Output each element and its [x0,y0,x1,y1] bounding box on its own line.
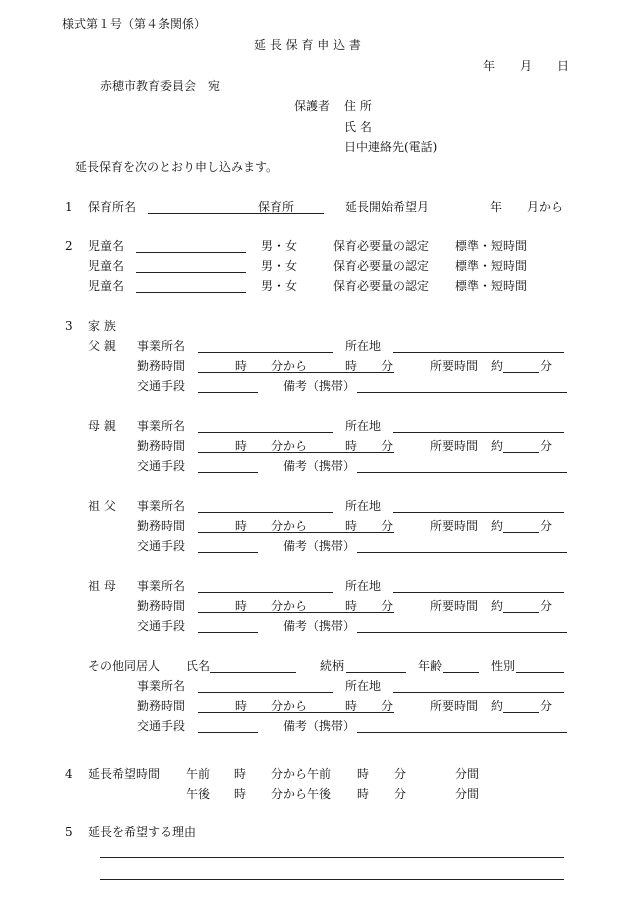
section2-number: 2 [65,239,73,253]
end-min-unit: 分 [394,787,407,801]
other-hour-unit: 時 [235,699,248,713]
start-period: 午後 [186,787,211,801]
father-location-label: 所在地 [345,339,382,353]
other-remarks-label: 備考（携帯） [283,719,356,733]
grandfather-travel-min-unit: 分 [540,519,553,533]
nursery-name-label: 保育所名 [88,200,137,214]
other-age-label: 年齢 [418,659,443,673]
intro-text: 延長保育を次のとおり申し込みます。 [75,160,279,174]
extension-time-label: 延長希望時間 [88,767,161,781]
other-travel-time-field[interactable] [503,712,539,713]
nursery-name-field[interactable] [148,213,324,214]
end-period: 午後 [307,787,332,801]
daytime-contact-label: 日中連絡先(電話) [344,140,438,154]
other-min-from-unit: 分から [271,699,308,713]
father-end-hour-unit: 時 [345,359,358,373]
mother-workplace-field[interactable] [198,432,333,433]
address-label: 住 所 [344,99,372,113]
reason-label: 延長を希望する理由 [88,825,197,839]
father-approx-label: 約 [491,359,504,373]
grandmother-location-field[interactable] [393,592,564,593]
family-relation-father: 父 親 [88,339,116,353]
mother-approx-label: 約 [491,439,504,453]
guardian-label: 保護者 [294,99,331,113]
grandmother-travel-time-field[interactable] [503,612,539,613]
other-age-field[interactable] [443,672,479,673]
other-end-hour-unit: 時 [345,699,358,713]
care-certification-label: 保育必要量の認定 [333,279,430,293]
mother-workplace-label: 事業所名 [137,419,186,433]
mother-hour-unit: 時 [235,439,248,453]
grandmother-transport-field[interactable] [198,632,258,633]
mother-transport-field[interactable] [198,472,258,473]
other-cohabitant-label: その他同居人 [88,659,161,673]
end-hour-unit: 時 [357,787,370,801]
mother-location-field[interactable] [393,432,564,433]
grandmother-end-min-unit: 分 [381,599,394,613]
grandfather-travel-time-label: 所要時間 [430,519,479,533]
end-period: 午前 [307,767,332,781]
care-certification-label: 保育必要量の認定 [333,239,430,253]
start-month-unit: 月から [527,200,564,214]
mother-remarks-field[interactable] [357,472,567,473]
other-approx-label: 約 [491,699,504,713]
section3-number: 3 [65,319,73,333]
grandmother-transport-label: 交通手段 [137,619,186,633]
section1-number: 1 [65,200,73,214]
certification-options: 標準・短時間 [455,279,528,293]
child-name-label: 児童名 [88,279,125,293]
other-end-min-unit: 分 [381,699,394,713]
mother-work-hours-label: 勤務時間 [137,439,186,453]
grandfather-location-label: 所在地 [345,499,382,513]
grandfather-workplace-field[interactable] [198,512,333,513]
start-min-from: 分から [271,787,308,801]
mother-travel-time-label: 所要時間 [430,439,479,453]
duration-unit: 分間 [455,787,480,801]
start-year-unit: 年 [490,200,503,214]
father-travel-min-unit: 分 [540,359,553,373]
date-month-label: 月 [520,59,533,73]
addressee: 赤穂市教育委員会 宛 [100,79,221,93]
father-work-hours-label: 勤務時間 [137,359,186,373]
nursery-suffix: 保育所 [258,200,295,214]
family-relation-grandfather: 祖 父 [88,499,116,513]
grandfather-hour-unit: 時 [235,519,248,533]
father-end-min-unit: 分 [381,359,394,373]
father-remarks-field[interactable] [357,392,567,393]
father-workplace-field[interactable] [198,352,333,353]
other-transport-label: 交通手段 [137,719,186,733]
start-period: 午前 [186,767,211,781]
other-gender-label: 性別 [491,659,516,673]
child-name-field[interactable] [136,292,246,293]
mother-travel-time-field[interactable] [503,452,539,453]
other-workplace-label: 事業所名 [137,679,186,693]
grandmother-workplace-field[interactable] [198,592,333,593]
mother-travel-min-unit: 分 [540,439,553,453]
father-location-field[interactable] [393,352,564,353]
other-work-hours-label: 勤務時間 [137,699,186,713]
gender-options: 男・女 [261,259,298,273]
grandfather-transport-field[interactable] [198,552,258,553]
other-gender-field[interactable] [516,672,564,673]
grandmother-end-hour-unit: 時 [345,599,358,613]
other-relationship-field[interactable] [346,672,406,673]
other-location-field[interactable] [393,692,564,693]
mother-transport-label: 交通手段 [137,459,186,473]
grandfather-transport-label: 交通手段 [137,539,186,553]
grandmother-travel-time-label: 所要時間 [430,599,479,613]
end-hour-unit: 時 [357,767,370,781]
grandmother-travel-min-unit: 分 [540,599,553,613]
father-travel-time-field[interactable] [503,372,539,373]
grandfather-travel-time-field[interactable] [503,532,539,533]
certification-options: 標準・短時間 [455,239,528,253]
father-remarks-label: 備考（携帯） [283,379,356,393]
reason-line-1[interactable] [100,857,564,858]
date-year-label: 年 [483,59,496,73]
family-label: 家 族 [88,319,116,333]
grandmother-work-hours-label: 勤務時間 [137,599,186,613]
other-transport-field[interactable] [198,732,258,733]
duration-unit: 分間 [455,767,480,781]
name-label: 氏 名 [344,120,372,134]
grandfather-workplace-label: 事業所名 [137,499,186,513]
father-hour-unit: 時 [235,359,248,373]
reason-line-2[interactable] [100,879,564,880]
gender-options: 男・女 [261,279,298,293]
start-month-label: 延長開始希望月 [345,200,430,214]
form-number: 様式第１号（第４条関係） [62,17,207,31]
gender-options: 男・女 [261,239,298,253]
other-name-label: 氏名 [186,659,211,673]
start-hour-unit: 時 [234,787,247,801]
end-min-unit: 分 [394,767,407,781]
grandfather-min-from-unit: 分から [271,519,308,533]
father-transport-field[interactable] [198,392,258,393]
child-name-field[interactable] [136,252,246,253]
start-min-from: 分から [271,767,308,781]
other-travel-time-label: 所要時間 [430,699,479,713]
child-name-label: 児童名 [88,259,125,273]
grandfather-remarks-label: 備考（携帯） [283,539,356,553]
grandmother-remarks-field[interactable] [357,632,567,633]
certification-options: 標準・短時間 [455,259,528,273]
grandfather-end-hour-unit: 時 [345,519,358,533]
grandfather-location-field[interactable] [393,512,564,513]
grandfather-end-min-unit: 分 [381,519,394,533]
other-travel-min-unit: 分 [540,699,553,713]
family-relation-mother: 母 親 [88,419,116,433]
date-day-label: 日 [557,59,570,73]
father-transport-label: 交通手段 [137,379,186,393]
family-relation-grandmother: 祖 母 [88,579,116,593]
grandmother-hour-unit: 時 [235,599,248,613]
father-workplace-label: 事業所名 [137,339,186,353]
mother-min-from-unit: 分から [271,439,308,453]
grandmother-min-from-unit: 分から [271,599,308,613]
other-remarks-field[interactable] [357,732,567,733]
child-name-label: 児童名 [88,239,125,253]
mother-remarks-label: 備考（携帯） [283,459,356,473]
start-hour-unit: 時 [234,767,247,781]
grandfather-work-hours-label: 勤務時間 [137,519,186,533]
other-workplace-field[interactable] [198,692,333,693]
child-name-field[interactable] [136,272,246,273]
grandfather-remarks-field[interactable] [357,552,567,553]
father-min-from-unit: 分から [271,359,308,373]
grandmother-location-label: 所在地 [345,579,382,593]
grandmother-workplace-label: 事業所名 [137,579,186,593]
care-certification-label: 保育必要量の認定 [333,259,430,273]
father-travel-time-label: 所要時間 [430,359,479,373]
mother-location-label: 所在地 [345,419,382,433]
grandmother-approx-label: 約 [491,599,504,613]
grandmother-remarks-label: 備考（携帯） [283,619,356,633]
form-title: 延 長 保 育 申 込 書 [254,38,361,52]
section5-number: 5 [65,825,73,839]
other-name-field[interactable] [210,672,296,673]
grandfather-approx-label: 約 [491,519,504,533]
mother-end-hour-unit: 時 [345,439,358,453]
section4-number: 4 [65,767,73,781]
mother-end-min-unit: 分 [381,439,394,453]
other-relationship-label: 続柄 [320,659,345,673]
other-location-label: 所在地 [345,679,382,693]
